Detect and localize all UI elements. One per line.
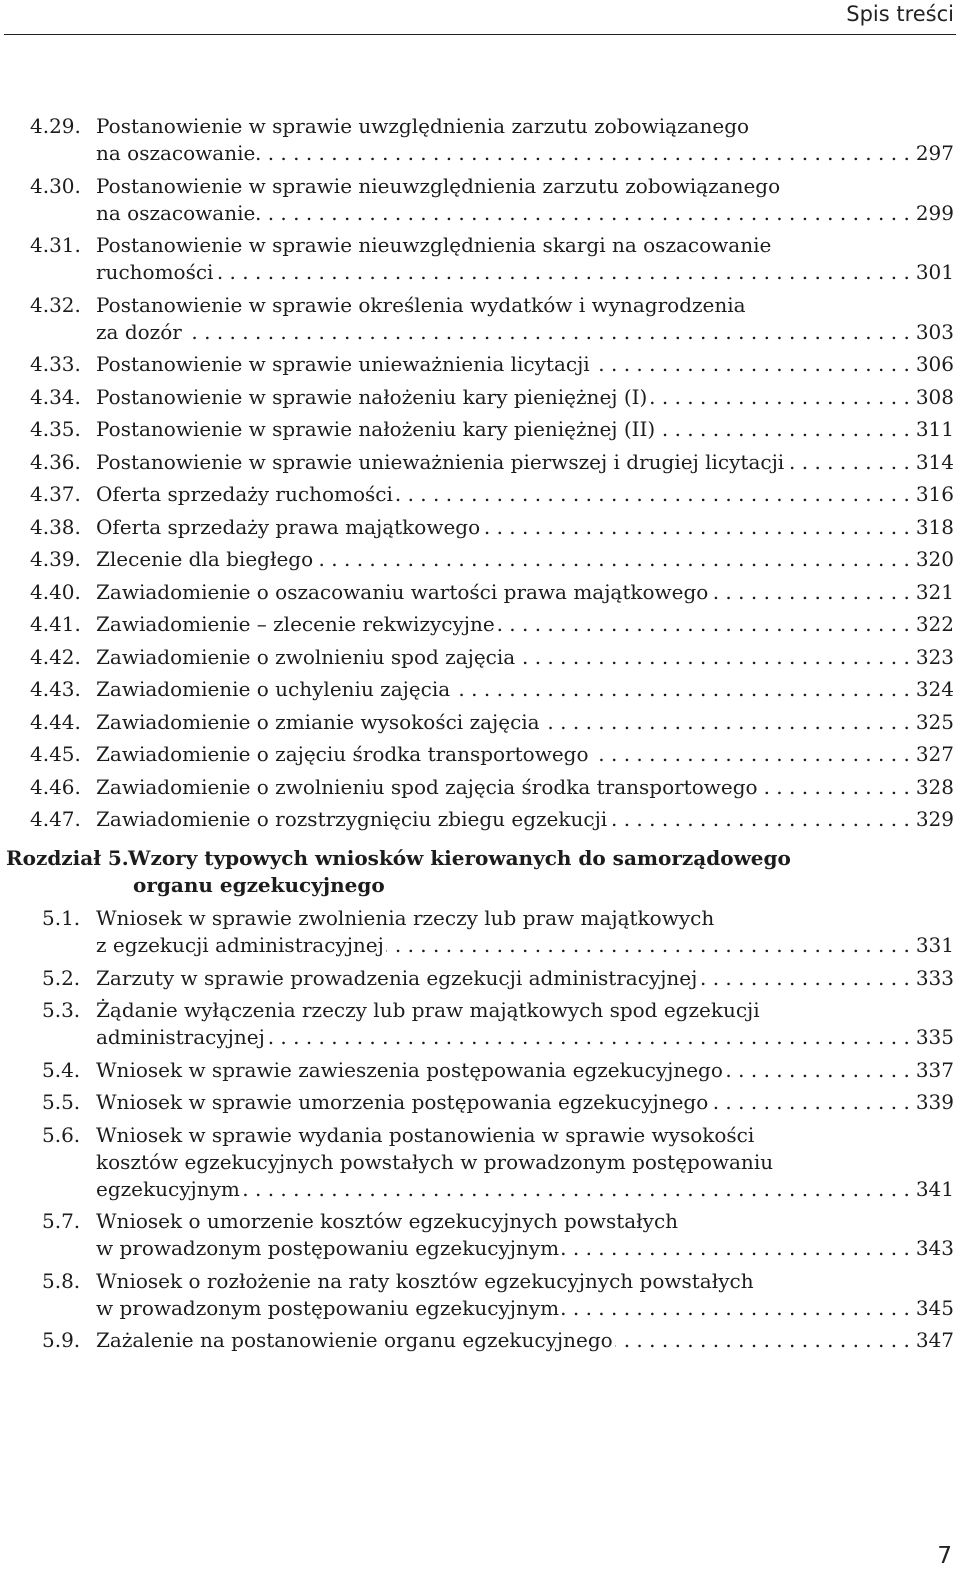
toc-list-chapter-5 <box>0 905 960 1354</box>
dot-leader <box>452 676 910 703</box>
dot-leader <box>315 546 910 573</box>
toc-entry-number: 4.35. <box>30 417 81 441</box>
toc-entry[interactable] <box>0 173 960 227</box>
dot-leader <box>482 514 910 541</box>
dot-leader <box>592 351 910 378</box>
toc-entry-page: 345 <box>915 1295 954 1320</box>
toc-entry-title-line: Postanowienie w sprawie nieuwzględnienia skargi na oszacowanie <box>96 233 772 257</box>
dot-leader <box>257 200 909 227</box>
toc-entry[interactable] <box>0 709 960 736</box>
toc-entry-page: 341 <box>915 1176 954 1201</box>
dot-leader <box>760 774 910 801</box>
dot-leader <box>699 965 909 992</box>
dot-leader <box>710 1089 910 1116</box>
toc-entry-number: 4.46. <box>30 774 81 799</box>
toc-entry-page: 303 <box>915 319 954 344</box>
toc-entry[interactable] <box>0 1057 960 1084</box>
toc-entry-title-line: Wniosek o rozłożenie na raty kosztów egzekucyjnych powstałych <box>96 1268 754 1293</box>
toc-entry-title: Zażalenie na postanowienie organu egzekucyjnego <box>96 1328 613 1352</box>
toc-entry-body <box>96 1122 954 1203</box>
toc-entry-title: Postanowienie w sprawie unieważnienia pierwszej i drugiej licytacji <box>96 449 785 474</box>
toc-entry-number: 5.8. <box>42 1268 81 1293</box>
toc-entry[interactable] <box>0 806 960 833</box>
toc-entry-title-line: Postanowienie w sprawie uwzględnienia zarzutu zobowiązanego <box>96 114 750 138</box>
dot-leader <box>725 1057 910 1084</box>
toc-entry-page: 311 <box>915 417 954 441</box>
toc-entry-body <box>96 1057 954 1084</box>
toc-entry-body <box>96 965 954 992</box>
toc-entry-page: 297 <box>915 141 954 165</box>
toc-entry-leader-line <box>96 140 954 167</box>
chapter-title-line: Wzory typowych wniosków kierowanych do samorządowego <box>128 846 791 870</box>
toc-list-chapter-4 <box>0 113 960 833</box>
toc-entry-body <box>96 644 954 671</box>
dot-leader <box>786 449 910 476</box>
toc-entry-number: 5.1. <box>42 906 81 930</box>
toc-entry-page: 323 <box>915 644 954 669</box>
toc-entry-title: Zawiadomienie o zajęciu środka transportowego <box>96 742 589 766</box>
dot-leader <box>591 741 910 768</box>
toc-entry[interactable] <box>0 1268 960 1322</box>
toc-entry-page: 324 <box>915 677 954 701</box>
toc-entry-number: 4.39. <box>30 547 81 571</box>
toc-entry[interactable] <box>0 481 960 508</box>
toc-entry-number: 5.3. <box>42 998 81 1022</box>
dot-leader <box>395 481 910 508</box>
toc-entry-title: administracyjnej <box>96 1025 265 1049</box>
toc-entry[interactable] <box>0 546 960 573</box>
chapter-title-line: organu egzekucyjnego <box>133 873 385 897</box>
toc-entry-body <box>96 611 954 638</box>
toc-entry[interactable] <box>0 351 960 378</box>
toc-entry-title-line: Postanowienie w sprawie określenia wydatków i wynagrodzenia <box>96 292 746 317</box>
dot-leader <box>561 1295 910 1322</box>
toc-entry-title: na oszacowanie <box>96 141 256 165</box>
toc-entry-body <box>96 292 954 346</box>
dot-leader <box>561 1235 910 1262</box>
toc-entry-number: 4.31. <box>30 233 81 257</box>
toc-entry-leader-line <box>96 514 954 541</box>
chapter-heading <box>0 845 960 899</box>
toc-entry-title: Zawiadomienie o zmianie wysokości zajęcia <box>96 709 540 734</box>
toc-entry-leader-line <box>96 709 954 736</box>
toc-entry-title: Oferta sprzedaży ruchomości <box>96 482 393 506</box>
toc-entry-number: 4.38. <box>30 514 81 539</box>
toc-entry-number: 4.47. <box>30 807 81 831</box>
toc-entry-number: 4.41. <box>30 612 81 636</box>
toc-entry-leader-line <box>96 1089 954 1116</box>
toc-entry[interactable] <box>0 1122 960 1203</box>
toc-entry-page: 328 <box>915 774 954 799</box>
toc-entry-leader-line <box>96 1024 954 1051</box>
toc-entry-leader-line <box>96 611 954 638</box>
toc-entry-number: 4.44. <box>30 709 81 734</box>
toc-entry-page: 318 <box>915 514 954 539</box>
toc-entry[interactable] <box>0 965 960 992</box>
toc-entry-title: Zawiadomienie o oszacowaniu wartości prawa majątkowego <box>96 579 709 604</box>
toc-entry-title: Postanowienie w sprawie unieważnienia licytacji <box>96 352 590 376</box>
toc-entry[interactable] <box>0 997 960 1051</box>
toc-entry-leader-line <box>96 319 954 346</box>
toc-entry-number: 4.36. <box>30 449 81 474</box>
toc-entry[interactable] <box>0 449 960 476</box>
toc-entry-title-line: Wniosek o umorzenie kosztów egzekucyjnych powstałych <box>96 1209 679 1233</box>
toc-entry-page: 337 <box>915 1057 954 1082</box>
toc-entry-leader-line <box>96 1295 954 1322</box>
toc-entry-body <box>96 806 954 833</box>
toc-entry-page: 299 <box>915 200 954 225</box>
dot-leader <box>497 611 910 638</box>
toc-entry-number: 4.29. <box>30 114 81 138</box>
dot-leader <box>542 709 910 736</box>
dot-leader <box>649 384 909 411</box>
toc-entry-body <box>96 1089 954 1116</box>
toc-entry[interactable] <box>0 741 960 768</box>
toc-entry-body <box>96 173 954 227</box>
toc-entry-title: Zarzuty w sprawie prowadzenia egzekucji administracyjnej <box>96 965 698 990</box>
toc-entry[interactable] <box>0 113 960 167</box>
toc-entry[interactable] <box>0 644 960 671</box>
toc-entry-body <box>96 741 954 768</box>
toc-entry-number: 4.37. <box>30 482 81 506</box>
toc-entry-leader-line <box>96 481 954 508</box>
dot-leader <box>615 1327 910 1354</box>
toc-entry-title-line: Wniosek w sprawie wydania postanowienia w sprawie wysokości <box>96 1122 755 1147</box>
toc-entry-leader-line <box>96 965 954 992</box>
chapter-label: Rozdział 5. <box>6 846 129 870</box>
toc-entry-page: 327 <box>915 742 954 766</box>
dot-leader <box>657 416 910 443</box>
toc-entry-body <box>96 351 954 378</box>
toc-entry-page: 333 <box>915 965 954 990</box>
toc-entry-leader-line <box>96 259 954 286</box>
toc-entry-leader-line <box>96 351 954 378</box>
toc-entry-title: Zawiadomienie o rozstrzygnięciu zbiegu egzekucji <box>96 807 608 831</box>
toc-entry-title: Zlecenie dla biegłego <box>96 547 314 571</box>
toc-entry-number: 5.9. <box>42 1328 81 1352</box>
toc-entry-number: 5.6. <box>42 1122 81 1147</box>
dot-leader <box>517 644 910 671</box>
toc-entry-number: 5.2. <box>42 965 81 990</box>
dot-leader <box>184 319 910 346</box>
toc-entry-leader-line <box>96 416 954 443</box>
dot-leader <box>215 259 909 286</box>
toc-entry-page: 331 <box>915 933 954 957</box>
toc-entry[interactable] <box>0 292 960 346</box>
toc-entry-leader-line <box>96 449 954 476</box>
toc-entry-title: Zawiadomienie o uchyleniu zajęcia <box>96 677 451 701</box>
dot-leader <box>257 140 909 167</box>
toc-entry-title: Zawiadomienie o zwolnieniu spod zajęcia <box>96 644 516 669</box>
toc-entry-title: Wniosek w sprawie zawieszenia postępowania egzekucyjnego <box>96 1057 723 1082</box>
running-header-title: Spis treści <box>846 2 954 26</box>
toc-entry-title: za dozór <box>96 319 182 344</box>
toc-entry-page: 314 <box>915 449 954 474</box>
toc-entry-body <box>96 1208 954 1262</box>
toc-entry-number: 4.33. <box>30 352 81 376</box>
table-of-contents <box>0 113 960 1360</box>
toc-entry-leader-line <box>96 676 954 703</box>
toc-entry-title: Zawiadomienie o zwolnieniu spod zajęcia środka transportowego <box>96 774 758 799</box>
toc-entry-body <box>96 774 954 801</box>
toc-entry-leader-line <box>96 1176 954 1203</box>
dot-leader <box>710 579 909 606</box>
toc-entry[interactable] <box>0 1208 960 1262</box>
toc-entry-number: 4.32. <box>30 292 81 317</box>
toc-entry-leader-line <box>96 774 954 801</box>
toc-entry-title: w prowadzonym postępowaniu egzekucyjnym <box>96 1295 560 1320</box>
toc-entry-leader-line <box>96 384 954 411</box>
toc-entry-number: 4.40. <box>30 579 81 604</box>
toc-entry-title: ruchomości <box>96 260 214 284</box>
toc-entry[interactable] <box>0 611 960 638</box>
toc-entry-title-line: Żądanie wyłączenia rzeczy lub praw majątkowych spod egzekucji <box>96 998 760 1022</box>
toc-entry-title: z egzekucji administracyjnej <box>96 933 384 957</box>
toc-entry-leader-line <box>96 1235 954 1262</box>
toc-entry-page: 325 <box>915 709 954 734</box>
dot-leader <box>386 932 910 959</box>
toc-entry-title: Postanowienie w sprawie nałożeniu kary pieniężnej (I) <box>96 384 648 409</box>
toc-entry[interactable] <box>0 1089 960 1116</box>
toc-entry-page: 339 <box>915 1090 954 1114</box>
toc-entry-leader-line <box>96 1327 954 1354</box>
toc-entry-body <box>96 546 954 573</box>
toc-entry-page: 322 <box>915 612 954 636</box>
toc-entry-number: 5.4. <box>42 1057 81 1082</box>
page-number: 7 <box>937 1543 952 1569</box>
toc-entry-page: 321 <box>915 579 954 604</box>
toc-entry-number: 4.45. <box>30 742 81 766</box>
dot-leader <box>609 806 910 833</box>
toc-entry-body <box>96 709 954 736</box>
toc-entry-body <box>96 905 954 959</box>
toc-entry-title: Oferta sprzedaży prawa majątkowego <box>96 514 481 539</box>
toc-entry-body <box>96 384 954 411</box>
toc-entry-page: 320 <box>915 547 954 571</box>
toc-entry-page: 308 <box>915 384 954 409</box>
toc-entry-leader-line <box>96 932 954 959</box>
toc-entry[interactable] <box>0 384 960 411</box>
toc-entry-title-line: kosztów egzekucyjnych powstałych w prowadzonym postępowaniu <box>96 1149 774 1174</box>
toc-entry-body <box>96 579 954 606</box>
toc-entry-page: 343 <box>915 1236 954 1260</box>
toc-entry-page: 335 <box>915 1025 954 1049</box>
toc-entry-title-line: Wniosek w sprawie zwolnienia rzeczy lub praw majątkowych <box>96 906 715 930</box>
toc-entry-body <box>96 113 954 167</box>
toc-entry-body <box>96 1327 954 1354</box>
toc-entry-title: Wniosek w sprawie umorzenia postępowania egzekucyjnego <box>96 1090 709 1114</box>
toc-entry-title-line: Postanowienie w sprawie nieuwzględnienia zarzutu zobowiązanego <box>96 173 781 198</box>
chapter-title <box>128 845 860 899</box>
toc-entry-leader-line <box>96 200 954 227</box>
toc-entry-page: 316 <box>915 482 954 506</box>
toc-entry[interactable] <box>0 579 960 606</box>
toc-entry-title: na oszacowanie <box>96 200 256 225</box>
toc-entry-page: 301 <box>915 260 954 284</box>
toc-entry-number: 4.43. <box>30 677 81 701</box>
toc-entry-page: 347 <box>915 1328 954 1352</box>
toc-entry-leader-line <box>96 741 954 768</box>
toc-entry[interactable] <box>0 676 960 703</box>
toc-entry-body <box>96 676 954 703</box>
toc-entry[interactable] <box>0 905 960 959</box>
toc-entry-body <box>96 481 954 508</box>
toc-entry[interactable] <box>0 416 960 443</box>
toc-entry-leader-line <box>96 546 954 573</box>
toc-entry-number: 4.30. <box>30 173 81 198</box>
toc-entry-leader-line <box>96 806 954 833</box>
toc-entry-body <box>96 449 954 476</box>
toc-entry-body <box>96 416 954 443</box>
toc-entry-title: Zawiadomienie – zlecenie rekwizycyjne <box>96 612 495 636</box>
toc-entry-body <box>96 232 954 286</box>
header-rule <box>4 34 956 35</box>
toc-entry[interactable] <box>0 774 960 801</box>
dot-leader <box>242 1176 910 1203</box>
toc-entry-body <box>96 997 954 1051</box>
toc-entry-body <box>96 514 954 541</box>
toc-entry[interactable] <box>0 1327 960 1354</box>
toc-entry-number: 4.42. <box>30 644 81 669</box>
toc-entry-leader-line <box>96 579 954 606</box>
toc-entry-leader-line <box>96 644 954 671</box>
toc-entry-title: Postanowienie w sprawie nałożeniu kary pieniężnej (II) <box>96 417 656 441</box>
toc-entry-body <box>96 1268 954 1322</box>
toc-entry-leader-line <box>96 1057 954 1084</box>
toc-entry-title: w prowadzonym postępowaniu egzekucyjnym <box>96 1236 560 1260</box>
toc-entry-number: 4.34. <box>30 384 81 409</box>
dot-leader <box>267 1024 910 1051</box>
toc-entry-page: 306 <box>915 352 954 376</box>
toc-entry-title: egzekucyjnym <box>96 1176 240 1201</box>
toc-entry-number: 5.5. <box>42 1090 81 1114</box>
toc-entry[interactable] <box>0 232 960 286</box>
toc-entry-number: 5.7. <box>42 1209 81 1233</box>
toc-entry-page: 329 <box>915 807 954 831</box>
toc-entry[interactable] <box>0 514 960 541</box>
